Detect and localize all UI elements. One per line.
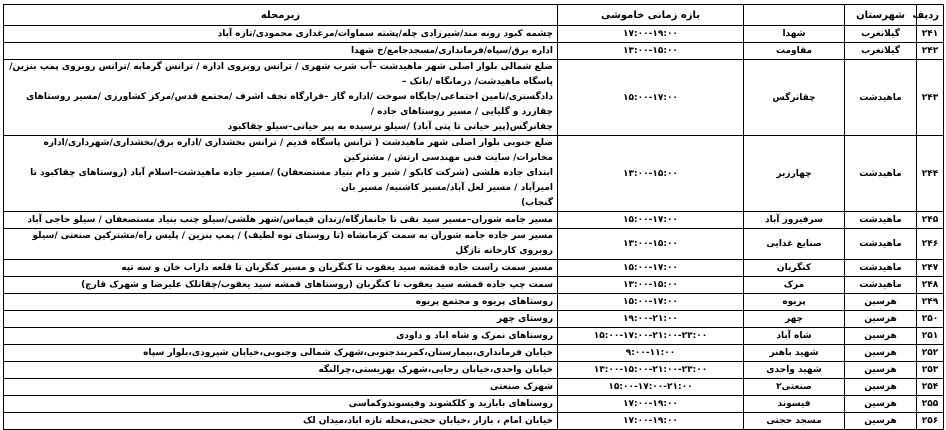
header-row-number: ردیف — [917, 5, 944, 26]
table-row — [4, 362, 944, 379]
table-row — [4, 229, 944, 260]
time-cell: ۹:۰۰-۱۱:۰۰ — [558, 345, 744, 362]
table-row — [4, 212, 944, 229]
area-cell — [4, 379, 558, 396]
header-city: شهرستان — [845, 5, 917, 26]
area-line: مسیر سر جاده جامه شوران به سمت کرمانشاه (تا روستای توه لطیف) / پمپ بنزین / پلیس راه/مشترکین صنعتی /سیلو روبروی کارخانه تازگل — [32, 231, 553, 256]
time-cell: ۱۹:۰۰-۲۱:۰۰ — [558, 311, 744, 328]
row-number: ۲۵۲ — [917, 345, 944, 362]
area-line: ضلع شمالی بلوار اصلی شهر ماهیدشت –آب شرب شهری / ترانس روبروی اداره / ترانس گرمابه /ترانس روبروی پمپ بنزین/پاسگاه ماهیدشت/ درمانگاه /بانک – — [9, 62, 553, 87]
row-number: ۲۴۴ — [917, 136, 944, 212]
substation-cell: مسجد حجتی — [744, 413, 845, 430]
table-row — [4, 136, 944, 212]
area-line: ضلع جنوبی بلوار اصلی شهر ماهیدشت ( ترانس پاسگاه قدیم / ترانس بخشداری /اداره برق/بخشداری/شهرداری/اداره مخابرات/ سایت فنی مهندسی ارتش / مشترکین — [43, 138, 553, 163]
area-cell — [4, 212, 558, 229]
area-cell — [4, 277, 558, 294]
header-substation — [744, 5, 845, 26]
area-line: مسیر سمت راست جاده قمشه سید یعقوب تا کنگربان و مسیر کنگربان تا قلعه داراب خان و سه تپه — [121, 262, 553, 273]
area-cell — [4, 328, 558, 345]
city-cell: ماهیدشت — [845, 229, 917, 260]
city-cell: هرسین — [845, 311, 917, 328]
area-cell — [4, 43, 558, 60]
header-area: زیرمحله — [4, 5, 558, 26]
table-row — [4, 311, 944, 328]
substation-cell: صنعتی۲ — [744, 379, 845, 396]
time-cell: ۱۵:۰۰-۱۷:۰۰ — [558, 294, 744, 311]
time-cell: ۱۳:۰۰-۱۵:۰۰ — [558, 229, 744, 260]
row-number: ۲۵۶ — [917, 413, 944, 430]
substation-cell: شاه آباد — [744, 328, 845, 345]
substation-cell: کنگربان — [744, 260, 845, 277]
area-line: روستاهای بابازید و کلکشوند وفیسوندوکماسی — [348, 398, 553, 409]
area-cell — [4, 229, 558, 260]
table-row — [4, 413, 944, 430]
area-line: اداره برق/سپاه/فرمانداری/مسجدجامع/خ شهدا — [350, 45, 553, 56]
area-line: خیابان امام ، بازار ،خیابان حجتی،محله تازه اباد،میدان لک — [302, 415, 553, 426]
area-line: روستاهای نمرک و شاه اباد و داودی — [396, 330, 553, 341]
table-row — [4, 345, 944, 362]
area-cell — [4, 396, 558, 413]
area-cell — [4, 260, 558, 277]
table-row — [4, 379, 944, 396]
header-time: بازه زمانی خاموشی — [558, 5, 744, 26]
area-line: روستای چهر — [496, 313, 553, 324]
city-cell: ماهیدشت — [845, 260, 917, 277]
area-line: ابتدای جاده هلشی (شرکت کابکو / شیر و دام بنیاد مستضعفان) /مسیر جاده ماهیدشت–اسلام آباد (روستاهای چقاکبود تا امیرآباد / مسیر لعل آباد/مسیر کاشنیه/ مسیر بان — [30, 168, 553, 193]
table-row — [4, 43, 944, 60]
time-cell: ۱۳:۰۰-۱۵:۰۰ — [558, 277, 744, 294]
area-cell — [4, 294, 558, 311]
time-cell: ۱۵:۰۰-۱۷:۰۰-۲۱:۰۰ — [558, 379, 744, 396]
substation-cell: فیسوند — [744, 396, 845, 413]
city-cell: ماهیدشت — [845, 60, 917, 136]
table-row — [4, 328, 944, 345]
substation-cell: چهارزبر — [744, 136, 845, 212]
time-cell: ۱۵:۰۰-۱۷:۰۰ — [558, 212, 744, 229]
city-cell: هرسین — [845, 345, 917, 362]
area-cell — [4, 60, 558, 136]
time-cell: ۱۳:۰۰-۱۵:۰۰ — [558, 43, 744, 60]
row-number: ۲۵۳ — [917, 362, 944, 379]
area-cell — [4, 136, 558, 212]
city-cell: هرسین — [845, 396, 917, 413]
row-number: ۲۴۷ — [917, 260, 944, 277]
time-cell: ۱۵:۰۰-۱۷:۰۰ — [558, 260, 744, 277]
city-cell: هرسین — [845, 413, 917, 430]
time-cell: ۱۵:۰۰-۱۷:۰۰-۲۱:۰۰-۲۳:۰۰ — [558, 328, 744, 345]
row-number: ۲۵۵ — [917, 396, 944, 413]
table-row — [4, 26, 944, 43]
table-row — [4, 277, 944, 294]
substation-cell: چهر — [744, 311, 845, 328]
area-line: روستاهای پریوه و مجتمع پریوه — [415, 296, 553, 307]
area-cell — [4, 311, 558, 328]
city-cell: هرسین — [845, 362, 917, 379]
row-number: ۲۵۴ — [917, 379, 944, 396]
row-number: ۲۵۱ — [917, 328, 944, 345]
substation-cell: چقانرگس — [744, 60, 845, 136]
table-header-row — [4, 5, 944, 26]
substation-cell: شهید واحدی — [744, 362, 845, 379]
blackout-schedule-table — [3, 4, 944, 430]
area-line: مسیر جامه شوران–مسیر سید نقی تا جانمازگاه/زندان قیماس/شهر هلشی/سیلو چنب بنیاد مستضعفان / سیلو حاجی آباد — [27, 214, 553, 225]
city-cell: گیلانغرب — [845, 26, 917, 43]
substation-cell: پریوه — [744, 294, 845, 311]
row-number: ۲۵۰ — [917, 311, 944, 328]
substation-cell: مرک — [744, 277, 845, 294]
row-number: ۲۴۳ — [917, 60, 944, 136]
area-line: خیابان واحدی،خیابان رجایی،شهرک بهزیستی،چرالنگه — [318, 364, 553, 375]
time-cell: ۱۳:۰۰-۱۵:۰۰-۲۱:۰۰-۲۳:۰۰ — [558, 362, 744, 379]
row-number: ۲۴۱ — [917, 26, 944, 43]
time-cell: ۱۷:۰۰-۱۹:۰۰ — [558, 413, 744, 430]
area-cell — [4, 413, 558, 430]
substation-cell: شهید باهنر — [744, 345, 845, 362]
city-cell: هرسین — [845, 294, 917, 311]
city-cell: هرسین — [845, 379, 917, 396]
city-cell: ماهیدشت — [845, 277, 917, 294]
time-cell: ۱۳:۰۰-۱۵:۰۰ — [558, 136, 744, 212]
area-line: چشمه کبود رونه مند/شیرزادی چله/پشته سماوات/مرغداری محمودی/تازه آباد — [217, 28, 553, 39]
row-number: ۲۴۲ — [917, 43, 944, 60]
row-number: ۲۴۹ — [917, 294, 944, 311]
area-line: شهرک صنعتی — [490, 381, 553, 392]
area-cell — [4, 362, 558, 379]
row-number: ۲۴۶ — [917, 229, 944, 260]
row-number: ۲۴۸ — [917, 277, 944, 294]
table-row — [4, 294, 944, 311]
substation-cell: مقاومت — [744, 43, 845, 60]
table-row — [4, 396, 944, 413]
city-cell: هرسین — [845, 328, 917, 345]
substation-cell: شهدا — [744, 26, 845, 43]
time-cell: ۱۷:۰۰-۱۹:۰۰ — [558, 26, 744, 43]
area-cell — [4, 26, 558, 43]
area-cell — [4, 345, 558, 362]
city-cell: ماهیدشت — [845, 212, 917, 229]
row-number: ۲۴۵ — [917, 212, 944, 229]
area-line: چقانرگس(پیر حیاتی تا پتی آباد) /سیلو نرسیده به پیر حیاتی–سیلو چقاکبود — [227, 122, 553, 132]
table-row — [4, 260, 944, 277]
city-cell: ماهیدشت — [845, 136, 917, 212]
city-cell: گیلانغرب — [845, 43, 917, 60]
substation-cell: صنایع غذایی — [744, 229, 845, 260]
table-row — [4, 60, 944, 136]
area-line: دادگستری/تامین اجتماعی/جایگاه سوخت /اداره گاز –قرارگاه نجف اشرف /مجتمع قدس/مرکز کشاورزی /مسیر روستاهای چقازرد و گلیایی / مسیر روستاهای جاده / — [25, 92, 553, 117]
time-cell: ۱۵:۰۰-۱۷:۰۰ — [558, 60, 744, 136]
area-line: سمت چپ جاده قمشه سید یعقوب تا کنگربان (روستاهای قمشه سید یعقوب/چقاتلک علیرضا و شهرک قارچ) — [81, 279, 553, 290]
area-line: گنجاب) — [521, 198, 553, 208]
substation-cell: سرفیروز آباد — [744, 212, 845, 229]
time-cell: ۱۷:۰۰-۱۹:۰۰ — [558, 396, 744, 413]
area-line: خیابان فرمانداری،بیمارستان،کمربندجنوبی،شهرک شمالی وجنوبی،خیابان شیرودی،بلوار سپاه — [143, 347, 553, 358]
